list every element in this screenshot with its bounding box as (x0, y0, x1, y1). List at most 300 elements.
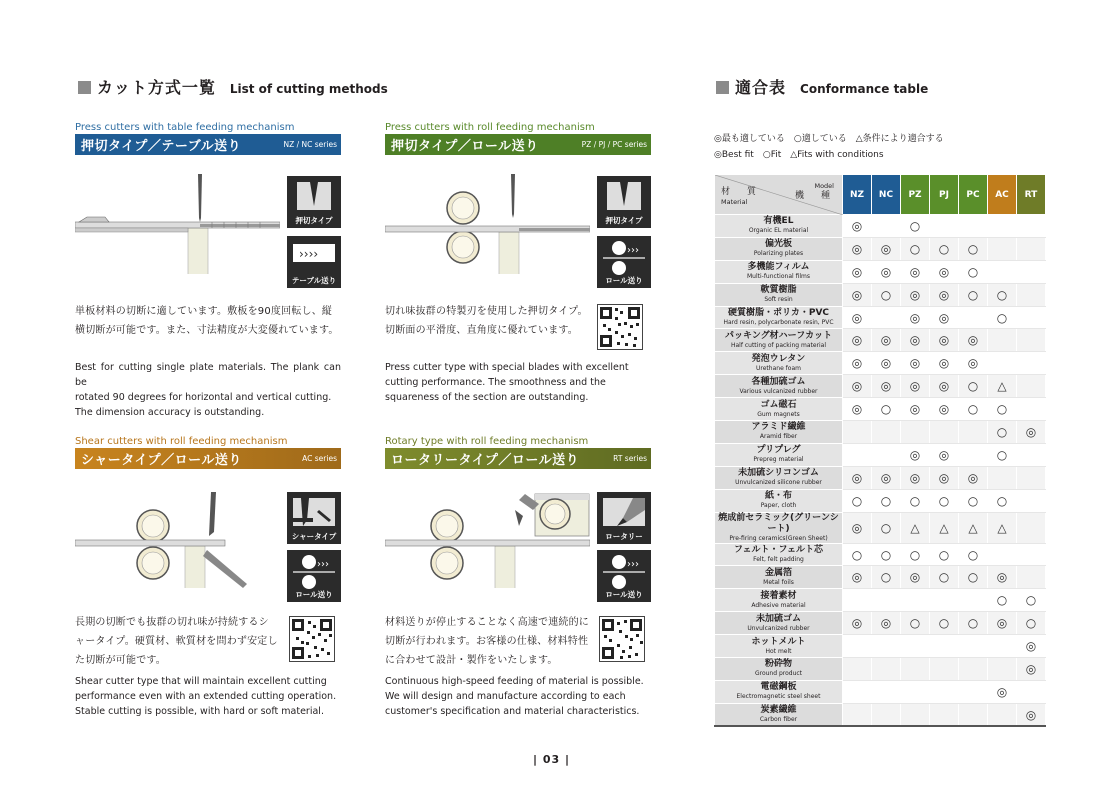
material-name-jp: 硬質樹脂・ポリカ・PVC (727, 308, 830, 318)
shear-roll-illustration (75, 470, 280, 588)
material-cell (715, 489, 843, 512)
rating-cell (1017, 352, 1046, 375)
badge-label: ロール送り (605, 276, 643, 285)
material-cell (715, 421, 843, 444)
rating-cell: ◎ (872, 375, 901, 398)
rating-cell: ◎ (843, 329, 872, 352)
rating-cell (988, 215, 1017, 238)
material-name-jp: 電磁鋼板 (760, 682, 797, 693)
rating-cell: ○ (930, 566, 959, 589)
rating-cell: ◎ (843, 215, 872, 238)
material-name-en: Various vulcanized rubber (739, 387, 818, 395)
method-rotary-roll (385, 436, 651, 726)
rating-cell: ◎ (843, 512, 872, 543)
conformance-table (714, 174, 1046, 727)
rating-cell: ◎ (901, 466, 930, 489)
material-name-en: Pre-firing ceramics(Green Sheet) (729, 534, 828, 542)
rating-cell (959, 421, 988, 444)
column-header-pc: PC (959, 175, 988, 215)
table-row (715, 512, 1046, 543)
material-name-jp: 軟質樹脂 (760, 285, 797, 296)
rating-cell (1017, 398, 1046, 421)
material-name-en: Ground product (754, 670, 803, 678)
rating-cell: ○ (872, 283, 901, 306)
rating-cell (959, 589, 988, 612)
rating-cell: ◎ (872, 329, 901, 352)
material-name-jp: ゴム磁石 (760, 399, 797, 410)
material-name-en: Metal foils (763, 578, 794, 586)
badge-label: ロール送り (295, 590, 333, 599)
desc-jp-line: 単板材料の切断に適しています。敷板を90度回転し、縦 (75, 306, 333, 317)
rating-cell: ○ (843, 489, 872, 512)
rating-cell: ○ (901, 215, 930, 238)
rating-cell (901, 589, 930, 612)
material-cell (715, 589, 843, 612)
rating-cell: ○ (901, 489, 930, 512)
rating-cell (988, 260, 1017, 283)
rating-cell: ◎ (901, 283, 930, 306)
material-name-en: Half cutting of packing material (730, 341, 827, 349)
rating-cell (930, 703, 959, 726)
badge-label: ロータリー (605, 532, 643, 541)
desc-en-line: cutting performance. The smoothness and the (385, 377, 606, 388)
rating-cell: ○ (988, 421, 1017, 444)
rating-cell: ○ (988, 306, 1017, 329)
section-title-jp: 適合表 (735, 78, 787, 97)
rating-cell (843, 680, 872, 703)
desc-en-line: Stable cutting is possible, with hard or soft material. (75, 706, 324, 717)
method-title-bar (385, 448, 651, 469)
rating-cell: ○ (988, 489, 1017, 512)
rating-cell: ○ (959, 283, 988, 306)
table-legend (714, 131, 944, 163)
material-name-jp: 炭素繊維 (760, 705, 797, 715)
desc-jp-line: 切れ味抜群の特製刃を使用した押切タイプ。 (385, 306, 588, 317)
qr-code[interactable] (289, 616, 335, 662)
rating-cell: ◎ (872, 352, 901, 375)
table-row (715, 680, 1046, 703)
table-row (715, 398, 1046, 421)
table-header-row (715, 175, 1046, 215)
rating-cell: ◎ (843, 375, 872, 398)
rating-cell (843, 589, 872, 612)
material-cell (715, 703, 843, 726)
rating-cell (988, 635, 1017, 658)
rating-cell: ◎ (930, 375, 959, 398)
material-name-jp: 紙・布 (764, 491, 792, 502)
material-cell (715, 237, 843, 260)
rating-cell (843, 443, 872, 466)
method-subtitle: Shear cutters with roll feeding mechanism (75, 436, 288, 447)
rating-cell: ◎ (843, 260, 872, 283)
rating-cell (988, 466, 1017, 489)
rating-cell: ○ (843, 543, 872, 566)
rating-cell: ◎ (843, 398, 872, 421)
material-name-jp: 未加硫ゴム (755, 613, 801, 624)
rating-cell: ◎ (901, 398, 930, 421)
qr-code-icon (598, 305, 642, 349)
desc-en-line: rotated 90 degrees for horizontal and vertical cutting. (75, 392, 332, 403)
rating-cell (1017, 466, 1046, 489)
method-title: 押切タイプ／テーブル送り (81, 139, 242, 154)
rating-cell (901, 680, 930, 703)
method-title: 押切タイプ／ロール送り (391, 139, 539, 154)
rating-cell (930, 658, 959, 681)
rating-cell: ○ (959, 612, 988, 635)
method-series: NZ / NC series (283, 140, 337, 149)
rating-cell: ○ (930, 612, 959, 635)
qr-code[interactable] (597, 304, 643, 350)
rating-cell: ○ (1017, 612, 1046, 635)
material-cell (715, 512, 843, 543)
material-name-jp: プリプレグ (756, 445, 801, 456)
rating-cell: ◎ (1017, 635, 1046, 658)
column-header-rt: RT (1017, 175, 1046, 215)
header-material-en: Material (721, 198, 748, 206)
header-material-jp: 材 質 (721, 187, 761, 197)
table-row (715, 489, 1046, 512)
rating-cell (1017, 283, 1046, 306)
material-name-en: Hard resin, polycarbonate resin, PVC (723, 319, 834, 326)
material-name-jp: 偏光板 (764, 239, 792, 250)
table-row (715, 566, 1046, 589)
rating-cell: ◎ (930, 283, 959, 306)
material-name-en: Adhesive material (751, 601, 806, 609)
material-name-jp: アラミド繊維 (751, 422, 806, 433)
method-title-bar (75, 134, 341, 155)
badge-label: ロール送り (605, 590, 643, 599)
desc-jp-line: 材料送りが停止することなく高速で連続的に (385, 617, 589, 628)
press-roll-illustration (385, 156, 590, 274)
rating-cell (872, 215, 901, 238)
rating-cell: ◎ (872, 612, 901, 635)
rating-cell (843, 703, 872, 726)
method-shear-roll (75, 436, 341, 726)
rating-cell (1017, 215, 1046, 238)
badge-label: シャータイプ (291, 532, 337, 541)
rating-cell: ◎ (843, 566, 872, 589)
rating-cell: ○ (988, 443, 1017, 466)
rating-cell (1017, 443, 1046, 466)
rating-cell: ○ (872, 543, 901, 566)
material-name-en: Organic EL material (748, 227, 809, 235)
rating-cell: ○ (959, 237, 988, 260)
rating-cell (872, 589, 901, 612)
rating-cell (1017, 489, 1046, 512)
rating-cell: ◎ (901, 352, 930, 375)
material-name-jp: パッキング材ハーフカット (724, 330, 833, 341)
desc-en-line: customer's specification and material characteristics. (385, 706, 640, 717)
rating-cell: ◎ (930, 352, 959, 375)
rating-cell: ○ (901, 612, 930, 635)
method-title: ロータリータイプ／ロール送り (391, 453, 580, 468)
material-name-jp: 有機EL (763, 216, 794, 227)
column-header-pj: PJ (930, 175, 959, 215)
rating-cell (843, 658, 872, 681)
column-header-pz: PZ (901, 175, 930, 215)
rating-cell (959, 703, 988, 726)
desc-jp-line: 横切断が可能です。また、寸法精度が大変優れています。 (75, 325, 339, 336)
table-row (715, 443, 1046, 466)
material-name-en: Electromagnetic steel sheet (736, 693, 821, 701)
left-section-title (78, 75, 388, 98)
qr-code[interactable] (599, 616, 645, 662)
rating-cell (1017, 543, 1046, 566)
rating-cell (1017, 566, 1046, 589)
square-bullet-icon (716, 81, 729, 94)
rating-cell (901, 658, 930, 681)
method-series: RT series (613, 454, 647, 463)
table-row (715, 237, 1046, 260)
material-name-jp: 焼成前セラミック(グリーンシート) (718, 512, 839, 534)
table-row (715, 543, 1046, 566)
rating-cell (1017, 237, 1046, 260)
rating-cell: ◎ (901, 260, 930, 283)
rating-cell (959, 443, 988, 466)
table-row (715, 421, 1046, 444)
rating-cell: ○ (901, 543, 930, 566)
header-model-jp: 機 種 (794, 191, 834, 201)
desc-en-line: Continuous high-speed feeding of material is possible. (385, 676, 644, 687)
desc-en-line: Best for cutting single plate materials. The plank can be (75, 362, 341, 388)
qr-code-icon (600, 617, 644, 661)
rating-cell: ◎ (930, 329, 959, 352)
method-series: PZ / PJ / PC series (581, 140, 647, 149)
table-row (715, 703, 1046, 726)
rating-cell: ◎ (843, 306, 872, 329)
rating-cell: ○ (930, 543, 959, 566)
rotary-roll-illustration (385, 470, 590, 588)
rating-cell (872, 443, 901, 466)
rating-cell: ○ (959, 375, 988, 398)
rating-cell: ○ (959, 566, 988, 589)
rating-cell (930, 421, 959, 444)
rating-cell (988, 329, 1017, 352)
rating-cell: ◎ (988, 680, 1017, 703)
method-title-bar (385, 134, 651, 155)
rating-cell: ◎ (843, 466, 872, 489)
rating-cell: ◎ (930, 306, 959, 329)
material-name-jp: 粉砕物 (764, 659, 792, 670)
rating-cell: ◎ (872, 260, 901, 283)
rating-cell (1017, 512, 1046, 543)
rating-cell (930, 680, 959, 703)
rating-cell: ○ (872, 512, 901, 543)
material-cell (715, 283, 843, 306)
qr-code-icon (290, 617, 334, 661)
material-name-jp: フェルト・フェルト芯 (733, 545, 824, 556)
rating-cell (988, 352, 1017, 375)
table-row (715, 589, 1046, 612)
rating-cell: ◎ (1017, 421, 1046, 444)
rating-cell: ○ (988, 398, 1017, 421)
rating-cell: ○ (959, 398, 988, 421)
badge-label: 押切タイプ (295, 216, 333, 225)
rating-cell: △ (988, 512, 1017, 543)
desc-en-line: The dimension accuracy is outstanding. (75, 407, 265, 418)
rating-cell (988, 658, 1017, 681)
rating-cell (1017, 260, 1046, 283)
rating-cell: △ (988, 375, 1017, 398)
rating-cell (959, 680, 988, 703)
svg-text:››››: ›››› (299, 247, 319, 261)
rating-cell: ◎ (901, 375, 930, 398)
material-name-en: Felt, felt padding (753, 556, 804, 564)
rating-cell (988, 543, 1017, 566)
rating-cell (1017, 375, 1046, 398)
rating-cell: ○ (872, 566, 901, 589)
rating-cell: ◎ (843, 352, 872, 375)
material-cell (715, 329, 843, 352)
material-cell (715, 658, 843, 681)
rating-cell: ◎ (901, 306, 930, 329)
rating-cell: ◎ (930, 260, 959, 283)
rating-cell: ◎ (872, 466, 901, 489)
table-feed-badge (287, 236, 341, 288)
method-press-table (75, 122, 341, 418)
roll-feed-badge (597, 550, 651, 602)
material-name-jp: 接着素材 (760, 590, 797, 601)
desc-en-line: Press cutter type with special blades with excellent (385, 362, 629, 373)
column-header-nz: NZ (843, 175, 872, 215)
table-row (715, 329, 1046, 352)
table-row (715, 306, 1046, 329)
section-title-jp: カット方式一覧 (97, 78, 216, 97)
rating-cell: ◎ (843, 237, 872, 260)
rating-cell: ○ (1017, 589, 1046, 612)
material-name-en: Carbon fiber (759, 716, 798, 723)
roll-feed-badge (597, 236, 651, 288)
legend-jp: ◎最も適している ○適している △条件により適合する (714, 134, 944, 144)
table-row (715, 612, 1046, 635)
rating-cell: ◎ (843, 283, 872, 306)
material-cell (715, 635, 843, 658)
rating-cell (843, 421, 872, 444)
material-name-en: Gum magnets (757, 410, 800, 418)
rating-cell (930, 215, 959, 238)
rating-cell: ○ (930, 237, 959, 260)
rating-cell: ◎ (988, 612, 1017, 635)
rating-cell (959, 306, 988, 329)
table-row (715, 352, 1046, 375)
rating-cell: ○ (959, 489, 988, 512)
material-name-jp: 未加硫シリコンゴム (738, 468, 819, 479)
square-bullet-icon (78, 81, 91, 94)
material-name-en: Multi-functional films (746, 273, 810, 281)
table-row (715, 283, 1046, 306)
press-type-badge (597, 176, 651, 228)
desc-jp-line: 長期の切断でも抜群の切れ味が持続するシ (75, 617, 269, 628)
legend-en: ◎Best fit ○Fit △Fits with conditions (714, 150, 884, 160)
rating-cell: △ (959, 512, 988, 543)
rating-cell: ◎ (930, 443, 959, 466)
material-cell (715, 306, 843, 329)
press-table-illustration (75, 156, 280, 274)
material-name-en: Urethane foam (756, 364, 801, 372)
rating-cell: ○ (988, 589, 1017, 612)
svg-text:›››: ››› (317, 559, 329, 570)
method-subtitle: Rotary type with roll feeding mechanism (385, 436, 589, 447)
rating-cell: ◎ (988, 566, 1017, 589)
rating-cell (959, 658, 988, 681)
svg-text:›››: ››› (627, 245, 639, 256)
method-subtitle: Press cutters with roll feeding mechanism (385, 122, 595, 133)
method-series: AC series (302, 454, 337, 463)
rating-cell: ○ (872, 398, 901, 421)
rating-cell: ◎ (1017, 658, 1046, 681)
rating-cell (930, 635, 959, 658)
rotary-type-badge (597, 492, 651, 544)
rating-cell: ○ (901, 237, 930, 260)
desc-jp-line: 切断面の平滑度、直角度に優れています。 (385, 325, 578, 336)
material-name-en: Aramid fiber (759, 433, 798, 441)
rating-cell: ◎ (872, 237, 901, 260)
table-row (715, 635, 1046, 658)
rating-cell: ◎ (901, 566, 930, 589)
material-name-en: Prepreg material (753, 456, 804, 464)
table-row (715, 375, 1046, 398)
rating-cell (872, 635, 901, 658)
rating-cell: ◎ (959, 352, 988, 375)
material-name-en: Soft resin (764, 296, 793, 304)
desc-en-line: squareness of the section are outstanding. (385, 392, 589, 403)
rating-cell (959, 635, 988, 658)
desc-jp-line: 切断が行われます。お客様の仕様、材料特性 (385, 636, 589, 647)
material-cell (715, 260, 843, 283)
method-press-roll (385, 122, 651, 412)
rating-cell (872, 421, 901, 444)
rating-cell (872, 680, 901, 703)
method-subtitle: Press cutters with table feeding mechanism (75, 122, 295, 133)
desc-en-line: performance even with an extended cutting operation. (75, 691, 337, 702)
rating-cell (843, 635, 872, 658)
table-row (715, 466, 1046, 489)
material-name-en: Unvulcanized rubber (747, 624, 810, 632)
rating-cell: ○ (872, 489, 901, 512)
material-cell (715, 398, 843, 421)
material-cell (715, 352, 843, 375)
rating-cell: ◎ (930, 466, 959, 489)
desc-en-line: Shear cutter type that will maintain excellent cutting (75, 676, 327, 687)
material-cell (715, 375, 843, 398)
badge-label: テーブル送り (291, 276, 337, 285)
right-section-title (716, 75, 928, 98)
material-cell (715, 215, 843, 238)
rating-cell: ◎ (1017, 703, 1046, 726)
rating-cell: ◎ (843, 612, 872, 635)
rating-cell: △ (930, 512, 959, 543)
rating-cell (901, 421, 930, 444)
rating-cell (988, 237, 1017, 260)
rating-cell (988, 703, 1017, 726)
section-title-en: List of cutting methods (229, 82, 388, 96)
rating-cell: ○ (959, 260, 988, 283)
header-model-en: Model (814, 182, 834, 190)
material-name-jp: ホットメルト (751, 636, 806, 647)
rating-cell (872, 658, 901, 681)
material-name-jp: 発泡ウレタン (751, 353, 806, 364)
rating-cell (1017, 329, 1046, 352)
desc-jp-line: た切断が可能です。 (75, 655, 166, 666)
svg-text:›››: ››› (627, 559, 639, 570)
material-name-en: Hot melt (765, 647, 792, 655)
rating-cell: △ (901, 512, 930, 543)
rating-cell (872, 306, 901, 329)
rating-cell: ◎ (901, 443, 930, 466)
column-header-nc: NC (872, 175, 901, 215)
material-name-jp: 金属箔 (764, 567, 792, 578)
material-cell (715, 680, 843, 703)
